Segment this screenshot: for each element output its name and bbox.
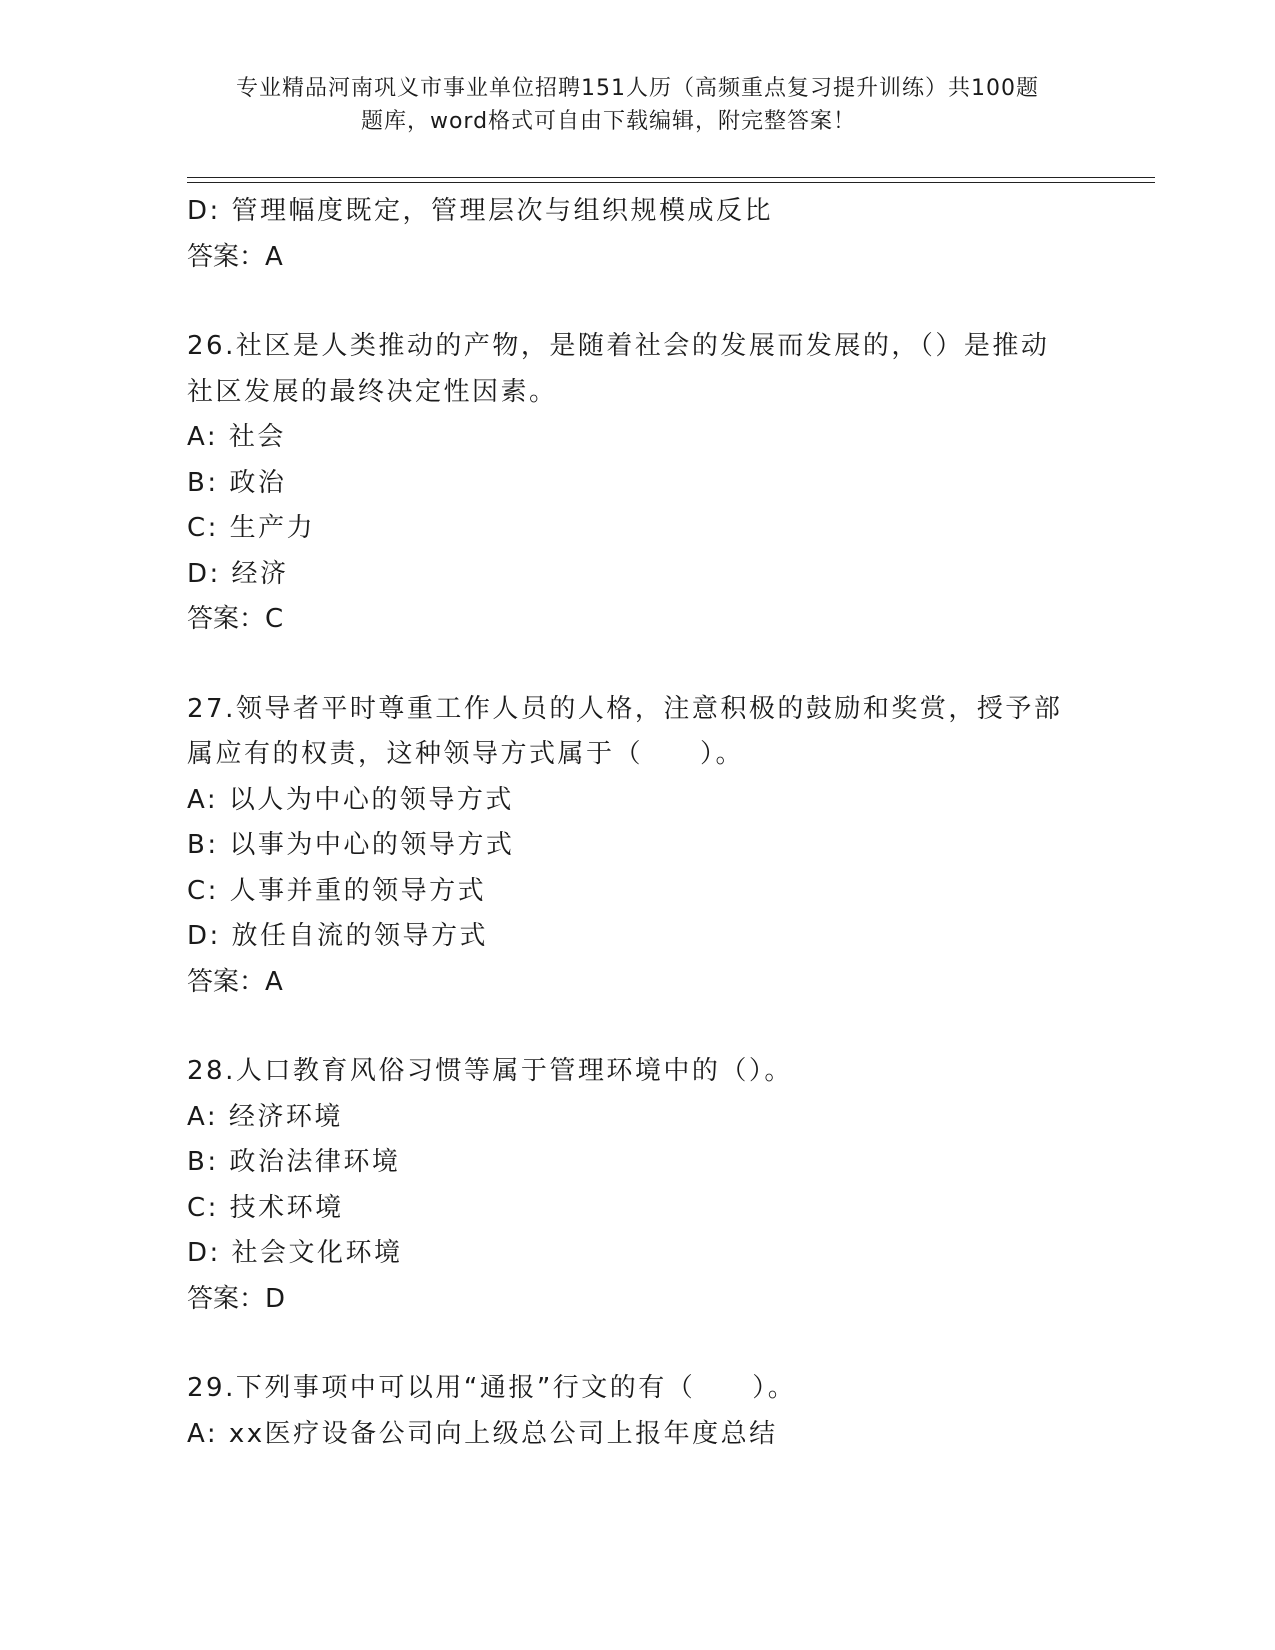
option-a: A: 经济环境 (187, 1101, 343, 1132)
option-d: D: 社会文化环境 (187, 1238, 403, 1268)
answer: 答案：A (187, 241, 283, 272)
option-c: C: 技术环境 (187, 1192, 344, 1223)
document-header (0, 72, 1275, 138)
option-b: B: 以事为中心的领导方式 (187, 830, 515, 860)
question-27 (187, 687, 1087, 1006)
spacer (187, 1005, 1087, 1049)
question-stem-continued: 社区发展的最终决定性因素。 (187, 376, 558, 407)
option-a: A: 以人为中心的领导方式 (187, 784, 514, 815)
question-stem: 27.领导者平时尊重工作人员的人格，注意积极的鼓励和奖赏，授予部 (187, 693, 1063, 724)
header-divider-top (187, 177, 1155, 178)
answer: 答案：A (187, 966, 283, 997)
question-26 (187, 324, 1087, 643)
spacer (187, 1322, 1087, 1366)
option-d: D: 管理幅度既定，管理层次与组织规模成反比 (187, 196, 774, 226)
header-title-line2: 题库，word格式可自由下载编辑，附完整答案！ (360, 109, 857, 134)
spacer (187, 280, 1087, 324)
question-29 (187, 1366, 1087, 1457)
option-a: A: 社会 (187, 422, 286, 452)
option-c: C: 人事并重的领导方式 (187, 875, 487, 906)
spacer (187, 643, 1087, 687)
option-c: C: 生产力 (187, 513, 316, 543)
answer: 答案：C (187, 604, 284, 634)
question-list (187, 189, 1087, 1457)
question-stem: 28.人口教育风俗习惯等属于管理环境中的（）。 (187, 1056, 793, 1086)
question-stem: 29.下列事项中可以用“通报”行文的有（ ）。 (187, 1373, 797, 1403)
option-a: A: xx医疗设备公司向上级总公司上报年度总结 (187, 1418, 778, 1449)
header-divider-bottom (187, 182, 1155, 183)
answer: 答案：D (187, 1283, 286, 1314)
option-b: B: 政治法律环境 (187, 1147, 401, 1177)
option-d: D: 放任自流的领导方式 (187, 921, 489, 951)
header-title-line1: 专业精品河南巩义市事业单位招聘151人历（高频重点复习提升训练）共100题 (236, 76, 1039, 101)
question-28 (187, 1049, 1087, 1322)
option-b: B: 政治 (187, 467, 287, 498)
option-d: D: 经济 (187, 558, 289, 589)
question-stem: 26.社区是人类推动的产物，是随着社会的发展而发展的，（）是推动 (187, 331, 1050, 361)
question-stem-continued: 属应有的权责，这种领导方式属于（ ）。 (187, 739, 745, 769)
previous-question-tail (187, 189, 1087, 280)
